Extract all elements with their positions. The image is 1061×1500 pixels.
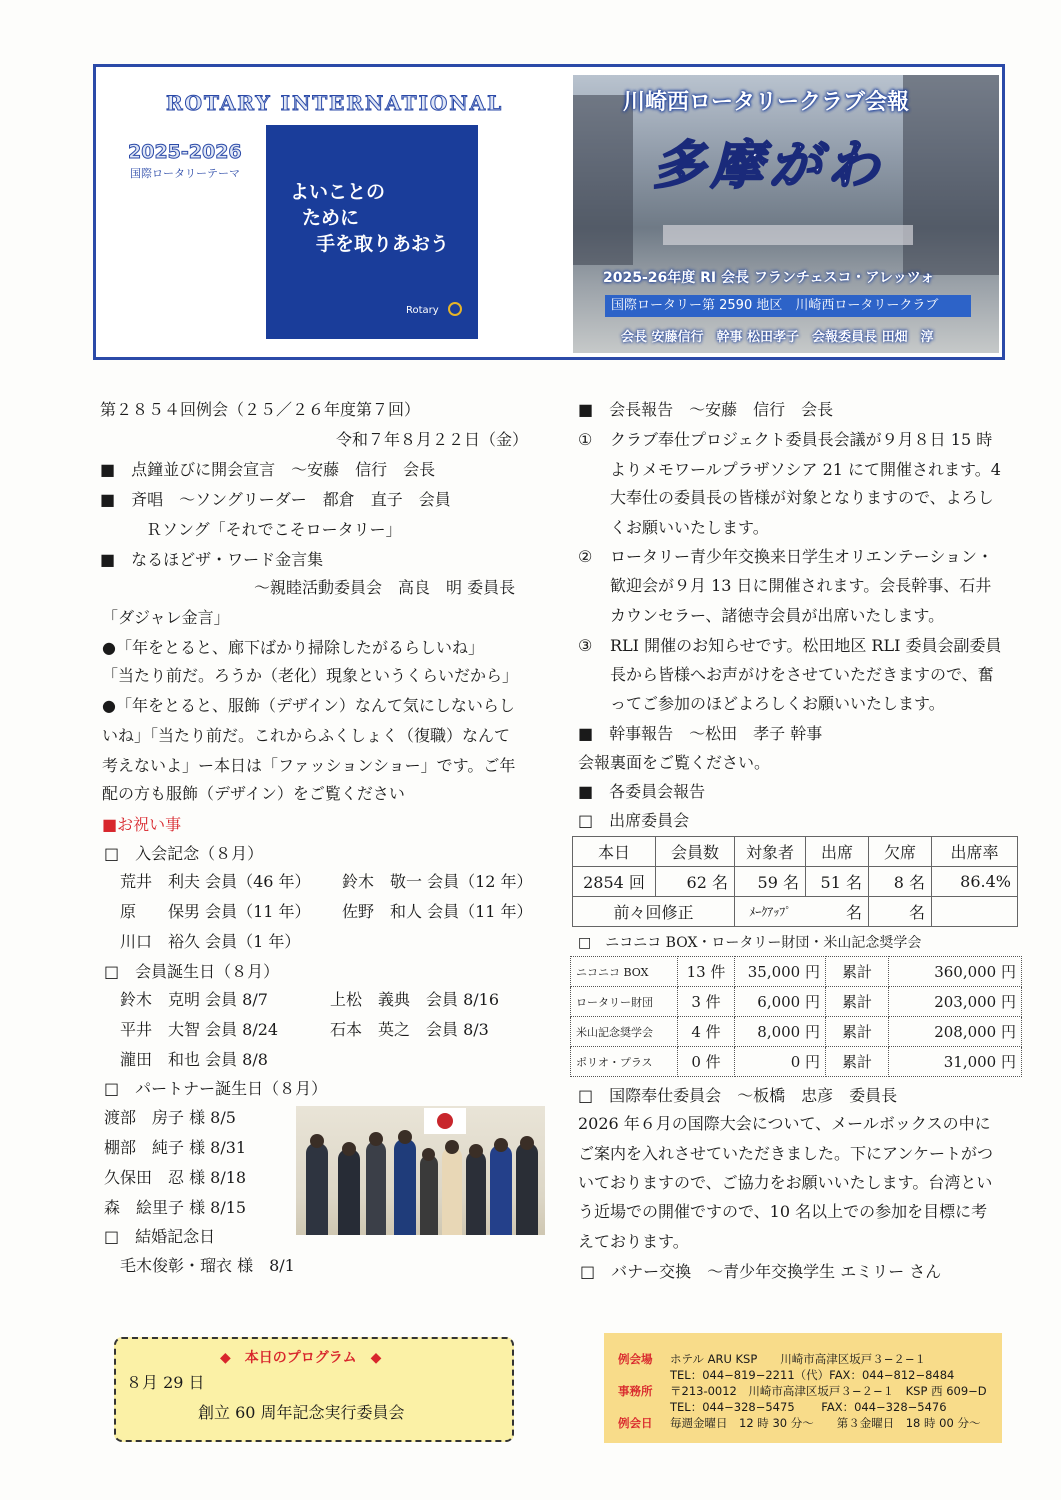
person-head <box>445 1140 459 1154</box>
person-figure <box>366 1141 386 1235</box>
donations-title: □ ニコニコ BOX・ロータリー財団・米山記念奨学会 <box>578 935 922 951</box>
building-shape <box>903 75 999 275</box>
report-line: よりメモワールプラザソシア 21 にて開催されます。4 <box>610 460 1001 479</box>
report-item-number: ② <box>578 547 593 566</box>
admission-entry: 鈴木 敬一 会員（12 年） <box>342 872 533 891</box>
office-label: 事務所 <box>618 1384 653 1398</box>
club-title: 川崎西ロータリークラブ会報 <box>623 90 910 115</box>
todays-program-box <box>114 1337 514 1442</box>
table-row <box>573 897 1018 927</box>
meeting-day-text: 毎週金曜日 12 時 30 分～ 第３金曜日 18 時 00 分～ <box>670 1416 981 1430</box>
masthead-calligraphy: 多摩がわ <box>653 135 886 196</box>
attendance-table <box>572 836 1018 927</box>
table-cell: ポリオ・プラス <box>571 1047 678 1077</box>
person-figure <box>394 1139 416 1235</box>
dajare-title: 「ダジャレ金言」 <box>102 608 230 627</box>
celebrations-title: ■お祝い事 <box>102 815 182 834</box>
intl-service-line: 2026 年６月の国際大会について、メールボックスの中に <box>578 1114 991 1133</box>
table-cell: 累計 <box>826 987 889 1017</box>
table-cell: 4 件 <box>678 1017 735 1047</box>
admission-entry: 佐野 和人 会員（11 年） <box>342 902 533 921</box>
person-figure <box>420 1155 438 1235</box>
president-report-title: ■ 会長報告 ～安藤 信行 会長 <box>578 400 834 419</box>
report-line: くお願いいたします。 <box>610 518 769 537</box>
table-cell: 13 件 <box>678 957 735 987</box>
wedding-entry: 毛木俊彰・瑠衣 様 8/1 <box>120 1256 295 1275</box>
report-item-number: ③ <box>578 636 593 655</box>
dajare-line: 「当たり前だ。ろうか（老化）現象というくらいだから」 <box>102 666 519 685</box>
table-cell: 59 名 <box>735 867 806 897</box>
table-header-cell: 本日 <box>573 837 656 867</box>
person-figure <box>338 1149 360 1235</box>
report-line: RLI 開催のお知らせです。松田地区 RLI 委員会副委員 <box>610 636 1002 655</box>
venue-text: ホテル ARU KSP 川崎市高津区坂戸３−２−１ <box>670 1352 927 1366</box>
venue-label: 例会場 <box>618 1352 653 1366</box>
theme-line-1: よいことの <box>290 181 386 203</box>
program-content: 創立 60 周年記念実行委員会 <box>198 1403 405 1422</box>
table-cell: 累計 <box>826 1017 889 1047</box>
walkway-shape <box>663 225 913 245</box>
table-cell: 名 <box>869 897 932 927</box>
person-head <box>494 1138 508 1152</box>
office-tel: TEL：044−328−5475 FAX：044−328−5476 <box>670 1400 947 1414</box>
table-cell: 86.4% <box>932 867 1018 897</box>
secretary-report-text: 会報裏面をご覧ください。 <box>578 753 771 772</box>
group-photo <box>296 1106 545 1235</box>
theme-line-2: ために <box>302 207 360 229</box>
committee-reports-title: ■ 各委員会報告 <box>578 782 706 801</box>
table-cell: 累計 <box>826 1047 889 1077</box>
rotary-wordmark: Rotary <box>406 305 439 316</box>
table-cell: 6,000 円 <box>735 987 826 1017</box>
donations-table <box>570 956 1022 1077</box>
district-bar: 国際ロータリー第 2590 地区 川崎西ロータリークラブ <box>605 295 971 317</box>
table-cell: 前々回修正 <box>573 897 735 927</box>
birthday-entry: 鈴木 克明 会員 8/7 <box>120 990 268 1009</box>
table-row <box>571 1017 1022 1047</box>
person-head <box>422 1148 435 1161</box>
report-line: 長から皆様へお声がけをさせていただきますので、奮 <box>610 665 994 684</box>
club-info-box <box>604 1333 1002 1443</box>
person-head <box>398 1130 412 1144</box>
wedding-title: □ 結婚記念日 <box>104 1227 216 1246</box>
japan-flag-icon <box>424 1108 466 1134</box>
report-line: 大奉仕の委員長の皆様が対象となりますので、よろし <box>610 488 994 507</box>
person-figure <box>466 1151 486 1235</box>
table-cell: ロータリー財団 <box>571 987 678 1017</box>
meeting-day-label: 例会日 <box>618 1416 653 1430</box>
partner-entry: 渡部 房子 様 8/5 <box>104 1108 236 1127</box>
station-photo-panel <box>573 75 999 353</box>
secretary-report-title: ■ 幹事報告 ～松田 孝子 幹事 <box>578 724 823 743</box>
table-header-cell: 出席 <box>806 837 869 867</box>
birthday-title: □ 会員誕生日（８月） <box>104 962 280 981</box>
dajare-line: 考えないよ」ー本日は「ファッションショー」です。ご年 <box>102 756 516 775</box>
report-line: クラブ奉仕プロジェクト委員長会議が９月８日 15 時 <box>610 430 993 449</box>
table-row <box>571 1047 1022 1077</box>
table-cell: 8,000 円 <box>735 1017 826 1047</box>
table-cell: 2854 回 <box>573 867 656 897</box>
table-cell: 203,000 円 <box>889 987 1022 1017</box>
partner-birthday-title: □ パートナー誕生日（８月） <box>104 1079 328 1098</box>
table-cell: 360,000 円 <box>889 957 1022 987</box>
intl-service-line: ご案内を入れさせていただきました。下にアンケートがつ <box>578 1144 994 1163</box>
person-figure <box>516 1143 538 1235</box>
intl-service-title: □ 国際奉仕委員会 ～板橋 忠彦 委員長 <box>578 1086 898 1105</box>
table-cell: 51 名 <box>806 867 869 897</box>
table-cell: 名 <box>806 897 869 927</box>
club-officers: 会長 安藤信行 幹事 松田孝子 会報委員長 田畑 淳 <box>621 330 934 345</box>
venue-tel: TEL：044−819−2211（代）FAX：044−812−8484 <box>670 1368 955 1382</box>
theme-line-3: 手を取りあおう <box>316 233 450 255</box>
dajare-line: ●「年をとると、服飾（デザイン）なんて気にしないらし <box>102 696 515 715</box>
intl-service-line: いておりますので、ご協力をお願いいたします。台湾とい <box>578 1173 993 1192</box>
table-cell: 3 件 <box>678 987 735 1017</box>
ri-president: 2025-26年度 RI 会長 フランチェスコ・アレッツォ <box>603 270 935 286</box>
table-cell <box>932 897 1018 927</box>
birthday-entry: 瀧田 和也 会員 8/8 <box>120 1050 268 1069</box>
partner-entry: 棚部 純子 様 8/31 <box>104 1138 247 1157</box>
program-date: ８月 29 日 <box>126 1373 205 1392</box>
report-line: ってご参加のほどよろしくお願いいたします。 <box>610 694 945 713</box>
words-item: ■ なるほどザ・ワード金言集 <box>100 550 324 569</box>
table-row <box>571 987 1022 1017</box>
table-header-cell: 会員数 <box>656 837 735 867</box>
dajare-line: ●「年をとると、廊下ばかり掃除したがるらしいね」 <box>102 638 484 657</box>
table-cell: 0 件 <box>678 1047 735 1077</box>
program-title: ◆ 本日のプログラム ◆ <box>220 1350 382 1366</box>
table-cell: 62 名 <box>656 867 735 897</box>
birthday-entry: 石本 英之 会員 8/3 <box>330 1020 489 1039</box>
table-cell: ﾒｰｸｱｯﾌﾟ <box>735 897 806 927</box>
table-cell: 31,000 円 <box>889 1047 1022 1077</box>
table-row <box>573 837 1018 867</box>
building-shape <box>573 95 633 265</box>
partner-entry: 久保田 忍 様 8/18 <box>104 1168 247 1187</box>
intl-service-line: えております。 <box>578 1232 689 1251</box>
office-text: 〒213-0012 川崎市高津区坂戸３−２−１ KSP 西 609−D <box>670 1384 987 1398</box>
report-line: ロータリー青少年交換来日学生オリエンテーション・ <box>610 547 994 566</box>
admission-entry: 荒井 利夫 会員（46 年） <box>120 872 311 891</box>
dajare-line: 配の方も服飾（デザイン）をご覧ください <box>102 784 405 803</box>
newsletter-header <box>93 64 1005 360</box>
table-header-cell: 対象者 <box>735 837 806 867</box>
table-cell: 累計 <box>826 957 889 987</box>
ri-theme-label: 国際ロータリーテーマ <box>130 167 240 180</box>
ri-theme-box <box>266 125 478 339</box>
banner-exchange-title: □ バナー交換 ～青少年交換学生 エミリー さん <box>580 1262 942 1281</box>
meeting-date: 令和７年８月２２日（金） <box>336 430 529 449</box>
admission-entry: 川口 裕久 会員（1 年） <box>120 932 301 951</box>
birthday-entry: 上松 義典 会員 8/16 <box>330 990 500 1009</box>
words-presenter: ～親睦活動委員会 高良 明 委員長 <box>254 578 516 597</box>
table-cell: 0 円 <box>735 1047 826 1077</box>
admission-title: □ 入会記念（８月） <box>104 844 264 863</box>
person-head <box>520 1136 534 1150</box>
person-figure <box>442 1147 462 1235</box>
song-title: Ｒソング「それでこそロータリー」 <box>146 520 402 539</box>
table-row <box>573 867 1018 897</box>
table-cell: 8 名 <box>869 867 932 897</box>
table-header-cell: 出席率 <box>932 837 1018 867</box>
person-head <box>342 1142 356 1156</box>
ri-years: 2025-2026 <box>128 141 242 163</box>
song-item: ■ 斉唱 ～ソングリーダー 都倉 直子 会員 <box>100 490 451 509</box>
report-line: カウンセラー、諸徳寺会員が出席いたします。 <box>610 606 945 625</box>
attendance-title: □ 出席委員会 <box>578 811 690 830</box>
meeting-number: 第２８５４回例会（２５／２６年度第７回） <box>100 400 421 419</box>
admission-entry: 原 保男 会員（11 年） <box>120 902 311 921</box>
birthday-entry: 平井 大智 会員 8/24 <box>120 1020 279 1039</box>
report-line: 歓迎会が９月 13 日に開催されます。会長幹事、石井 <box>610 576 992 595</box>
dajare-line: いね」「当たり前だ。これからふくしょく（復職）なんて <box>102 726 511 745</box>
table-row <box>571 957 1022 987</box>
partner-entry: 森 絵里子 様 8/15 <box>104 1198 247 1217</box>
table-cell: 208,000 円 <box>889 1017 1022 1047</box>
person-head <box>469 1144 483 1158</box>
table-cell: 35,000 円 <box>735 957 826 987</box>
opening-item: ■ 点鐘並びに開会宣言 ～安藤 信行 会長 <box>100 460 436 479</box>
ri-title: ROTARY INTERNATIONAL <box>166 91 504 115</box>
person-figure <box>490 1145 512 1235</box>
report-item-number: ① <box>578 430 593 449</box>
person-head <box>310 1134 324 1148</box>
person-head <box>369 1132 383 1146</box>
table-cell: 米山記念奨学会 <box>571 1017 678 1047</box>
table-header-cell: 欠席 <box>869 837 932 867</box>
intl-service-line: う近場での開催ですので、10 名以上での参加を目標に考 <box>578 1202 988 1221</box>
person-figure <box>306 1143 328 1235</box>
rotary-wheel-icon <box>448 302 462 316</box>
table-cell: ニコニコ BOX <box>571 957 678 987</box>
